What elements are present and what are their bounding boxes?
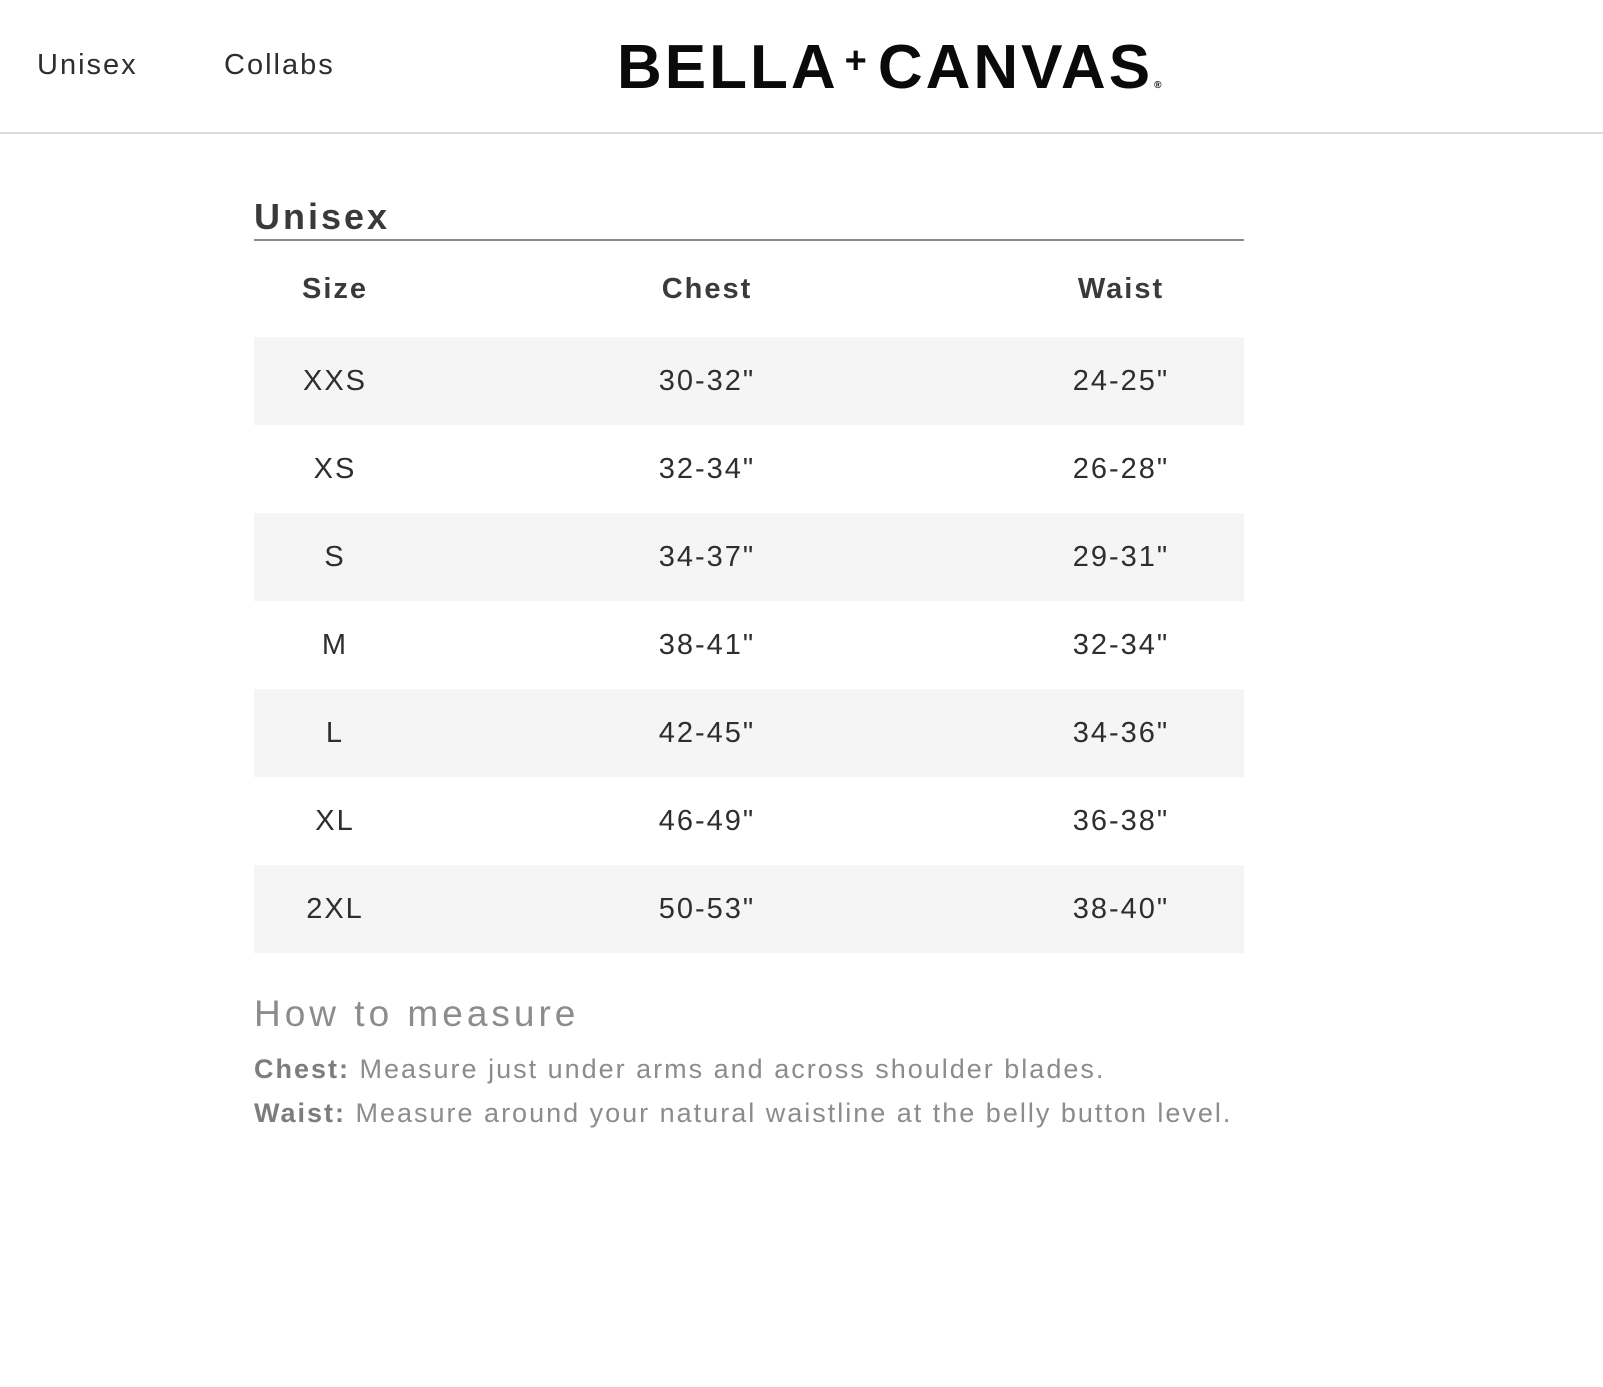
cell-size: M	[321, 628, 349, 661]
cell-chest: 34-37"	[658, 540, 756, 573]
logo-plus: +	[844, 39, 870, 82]
how-to-measure-title: How to measure	[254, 993, 580, 1034]
column-header-chest: Chest	[661, 272, 753, 305]
measure-label-waist: Waist:	[254, 1098, 346, 1128]
logo-text-bella: BELLA	[617, 32, 839, 102]
logo-text-canvas: CANVAS	[877, 32, 1154, 102]
table-row	[254, 777, 1244, 865]
cell-size: 2XL	[306, 892, 364, 925]
nav-link-collabs[interactable]: Collabs	[224, 49, 335, 81]
measure-text-chest: Measure just under arms and across shoulder blades.	[350, 1054, 1106, 1084]
cell-waist: 34-36"	[1072, 716, 1170, 749]
cell-chest: 46-49"	[658, 804, 756, 837]
cell-waist: 38-40"	[1072, 892, 1170, 925]
cell-chest: 38-41"	[658, 628, 756, 661]
cell-chest: 30-32"	[658, 364, 756, 397]
table-row	[254, 689, 1244, 777]
measure-text-waist: Measure around your natural waistline at the belly button level.	[346, 1098, 1233, 1128]
cell-waist: 29-31"	[1072, 540, 1170, 573]
how-to-measure	[254, 991, 1244, 1135]
cell-size: L	[325, 716, 345, 749]
size-table	[254, 241, 1244, 953]
size-chart-section	[254, 195, 1244, 1135]
nav-link-unisex[interactable]: Unisex	[37, 49, 138, 81]
cell-chest: 32-34"	[658, 452, 756, 485]
measure-instruction-chest	[254, 1047, 1244, 1091]
cell-waist: 26-28"	[1072, 452, 1170, 485]
cell-waist: 36-38"	[1072, 804, 1170, 837]
cell-size: XS	[313, 452, 357, 485]
table-row	[254, 425, 1244, 513]
table-row	[254, 601, 1244, 689]
section-title: Unisex	[254, 195, 1244, 241]
site-header	[0, 0, 1603, 134]
cell-size: S	[324, 540, 346, 573]
column-header-size: Size	[301, 272, 369, 305]
cell-waist: 24-25"	[1072, 364, 1170, 397]
cell-size: XL	[315, 804, 355, 837]
table-row	[254, 865, 1244, 953]
cell-size: XXS	[302, 364, 368, 397]
table-row	[254, 513, 1244, 601]
brand-logo[interactable]	[617, 34, 1161, 100]
table-row	[254, 337, 1244, 425]
measure-instruction-waist	[254, 1091, 1244, 1135]
cell-chest: 50-53"	[658, 892, 756, 925]
cell-waist: 32-34"	[1072, 628, 1170, 661]
logo-registered-mark: ®	[1154, 79, 1162, 91]
measure-label-chest: Chest:	[254, 1054, 351, 1084]
column-header-waist: Waist	[1077, 272, 1165, 305]
table-header-row	[254, 241, 1244, 337]
cell-chest: 42-45"	[658, 716, 756, 749]
